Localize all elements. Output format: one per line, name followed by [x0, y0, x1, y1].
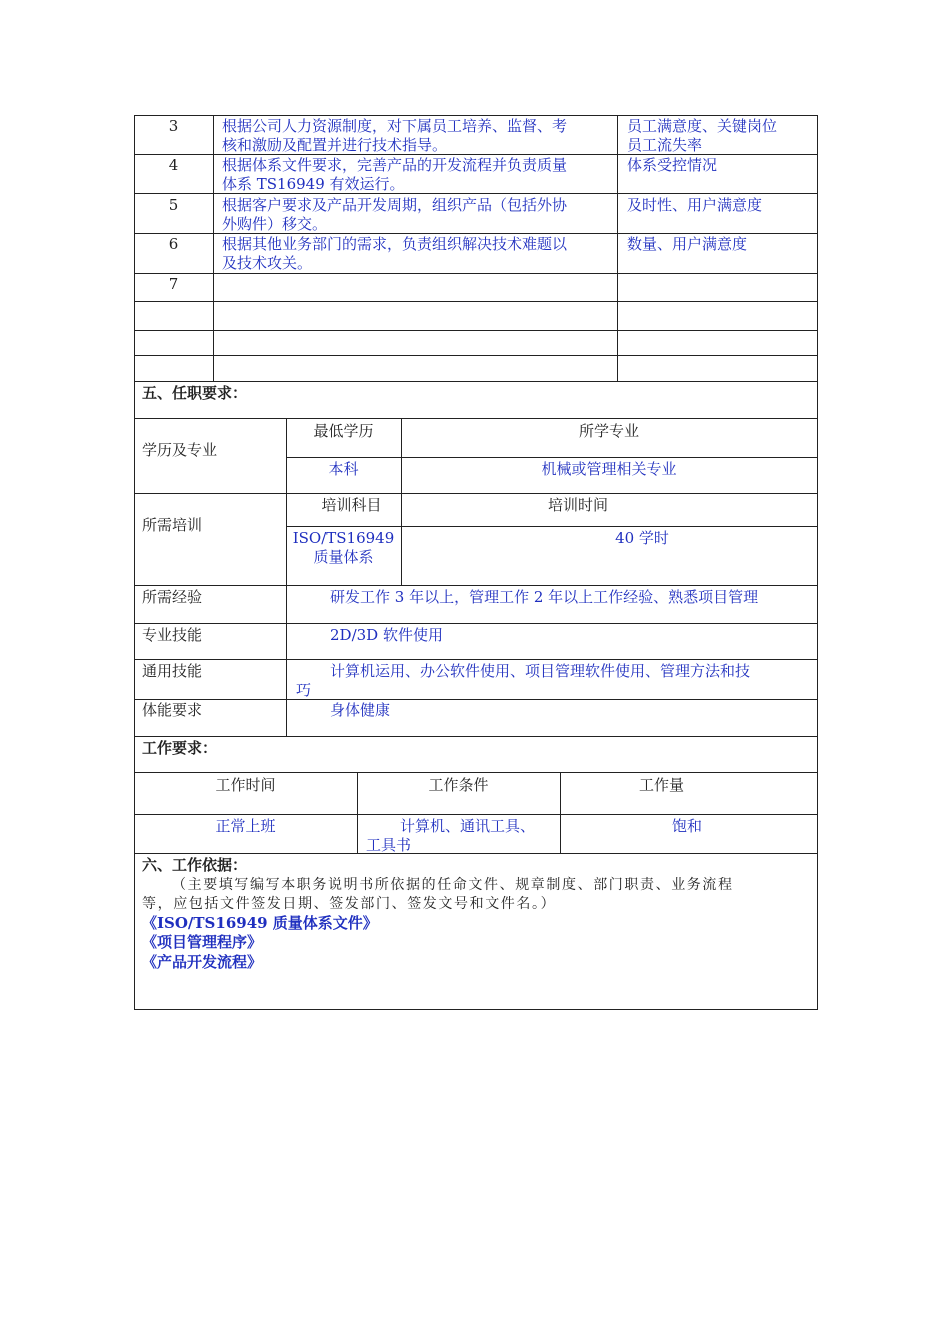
duty-kpi: 及时性、用户满意度	[627, 196, 763, 214]
work-time-value: 正常上班	[215, 817, 276, 835]
work-title: 工作要求：	[142, 739, 218, 757]
workload-value: 饱和	[671, 817, 702, 835]
work-condition-value: 计算机、通讯工具、 工具书	[366, 817, 536, 854]
training-subject-value: ISO/TS16949 质量体系	[292, 529, 395, 566]
major-value: 机械或管理相关专业	[541, 460, 677, 478]
duty-desc: 根据其他业务部门的需求，负责组织解决技术难题以 及技术攻关。	[222, 235, 568, 272]
training-subject-header: 培训科目	[321, 496, 382, 514]
training-label: 所需培训	[142, 516, 203, 534]
major-header: 所学专业	[578, 422, 639, 440]
duty-desc: 根据公司人力资源制度，对下属员工培养、监督、考 核和激励及配置并进行技术指导。	[222, 117, 568, 154]
physical-label: 体能要求	[142, 701, 203, 719]
duty-no: 6	[168, 235, 179, 253]
duty-no: 4	[168, 156, 179, 174]
general-skill-value: 计算机运用、办公软件使用、项目管理软件使用、管理方法和技 巧	[296, 662, 751, 699]
duty-desc: 根据体系文件要求，完善产品的开发流程并负责质量 体系 TS16949 有效运行。	[222, 156, 568, 193]
doc-item: 《产品开发流程》	[142, 953, 263, 971]
duty-kpi: 数量、用户满意度	[627, 235, 748, 253]
general-skill-label: 通用技能	[142, 662, 203, 680]
edu-label: 学历及专业	[142, 441, 218, 459]
work-time-header: 工作时间	[215, 776, 276, 794]
duty-no: 7	[168, 275, 179, 293]
section5-title: 五、任职要求：	[142, 384, 248, 402]
section6-title: 六、工作依据：	[142, 856, 248, 874]
skill-value: 2D/3D 软件使用	[330, 626, 443, 644]
experience-value: 研发工作 3 年以上，管理工作 2 年以上工作经验、熟悉项目管理	[330, 588, 759, 606]
section6-note: （主要填写编写本职务说明书所依据的任命文件、规章制度、部门职责、业务流程 等，应包括文件签发日期、签发部门、签发文号和文件名。）	[142, 877, 734, 912]
duty-kpi: 体系受控情况	[627, 156, 718, 174]
skill-label: 专业技能	[142, 626, 203, 644]
experience-label: 所需经验	[142, 588, 203, 606]
workload-header: 工作量	[638, 776, 684, 794]
min-edu-header: 最低学历	[313, 422, 374, 440]
work-condition-header: 工作条件	[428, 776, 489, 794]
doc-item: 《项目管理程序》	[142, 933, 263, 951]
duty-no: 5	[168, 196, 179, 214]
training-time-value: 40 学时	[615, 529, 669, 547]
training-time-header: 培训时间	[547, 496, 608, 514]
doc-item: 《ISO/TS16949 质量体系文件》	[142, 914, 378, 932]
physical-value: 身体健康	[330, 701, 391, 719]
duty-no: 3	[168, 117, 179, 135]
duty-desc: 根据客户要求及产品开发周期，组织产品（包括外协 外购件）移交。	[222, 196, 568, 233]
duty-kpi: 员工满意度、关键岗位 员工流失率	[627, 117, 778, 154]
min-edu-value: 本科	[328, 460, 359, 478]
